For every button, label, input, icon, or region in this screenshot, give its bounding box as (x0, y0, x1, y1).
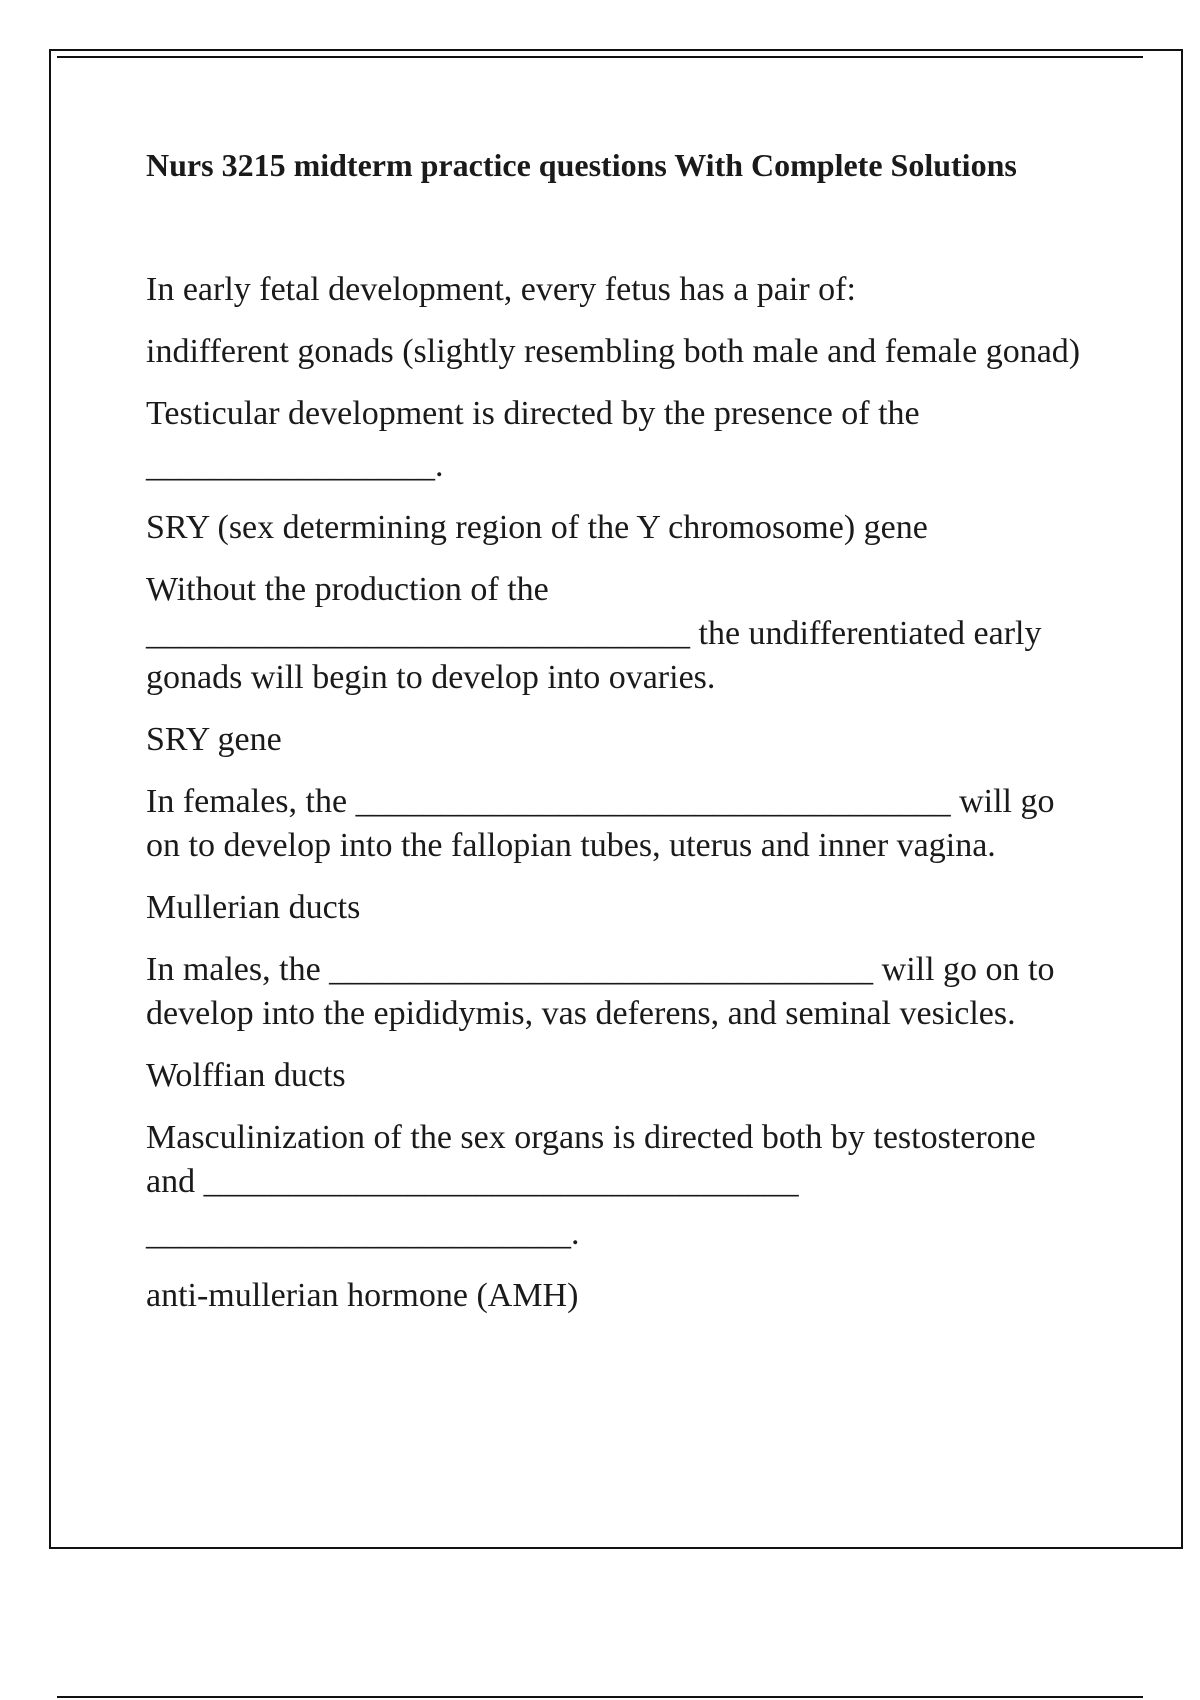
question-text: Without the production of the (146, 571, 549, 608)
question-text: In early fetal development, every fetus has a pair of: (146, 271, 856, 308)
top-rule (57, 56, 1143, 58)
question-text: In males, the ________________________________ will go on to develop into the epididymis, vas deferens, and seminal vesicles. (146, 951, 1055, 1032)
answer-text: Mullerian ducts (146, 889, 361, 926)
bottom-rule (57, 1696, 1143, 1698)
answer-text: Wolffian ducts (146, 1057, 346, 1094)
question-text: Masculinization of the sex organs is directed both by testosterone and ___________________________________ (146, 1119, 1036, 1200)
question-blank: _________________. (146, 447, 444, 484)
answer-text: SRY (sex determining region of the Y chromosome) gene (146, 509, 928, 546)
answer-text: SRY gene (146, 721, 282, 758)
document-body (146, 142, 1086, 1336)
question-blank: _________________________. (146, 1215, 580, 1252)
document-title: Nurs 3215 midterm practice questions With Complete Solutions (146, 147, 1017, 183)
answer-text: indifferent gonads (slightly resembling both male and female gonad) (146, 333, 1081, 370)
question-text: In females, the ___________________________________ will go on to develop into the fallopian tubes, uterus and inner vagina. (146, 783, 1055, 864)
answer-text: anti-mullerian hormone (AMH) (146, 1277, 579, 1314)
question-text: Testicular development is directed by the presence of the (146, 395, 920, 432)
question-text: ________________________________ the undifferentiated early gonads will begin to develop into ovaries. (146, 615, 1042, 696)
